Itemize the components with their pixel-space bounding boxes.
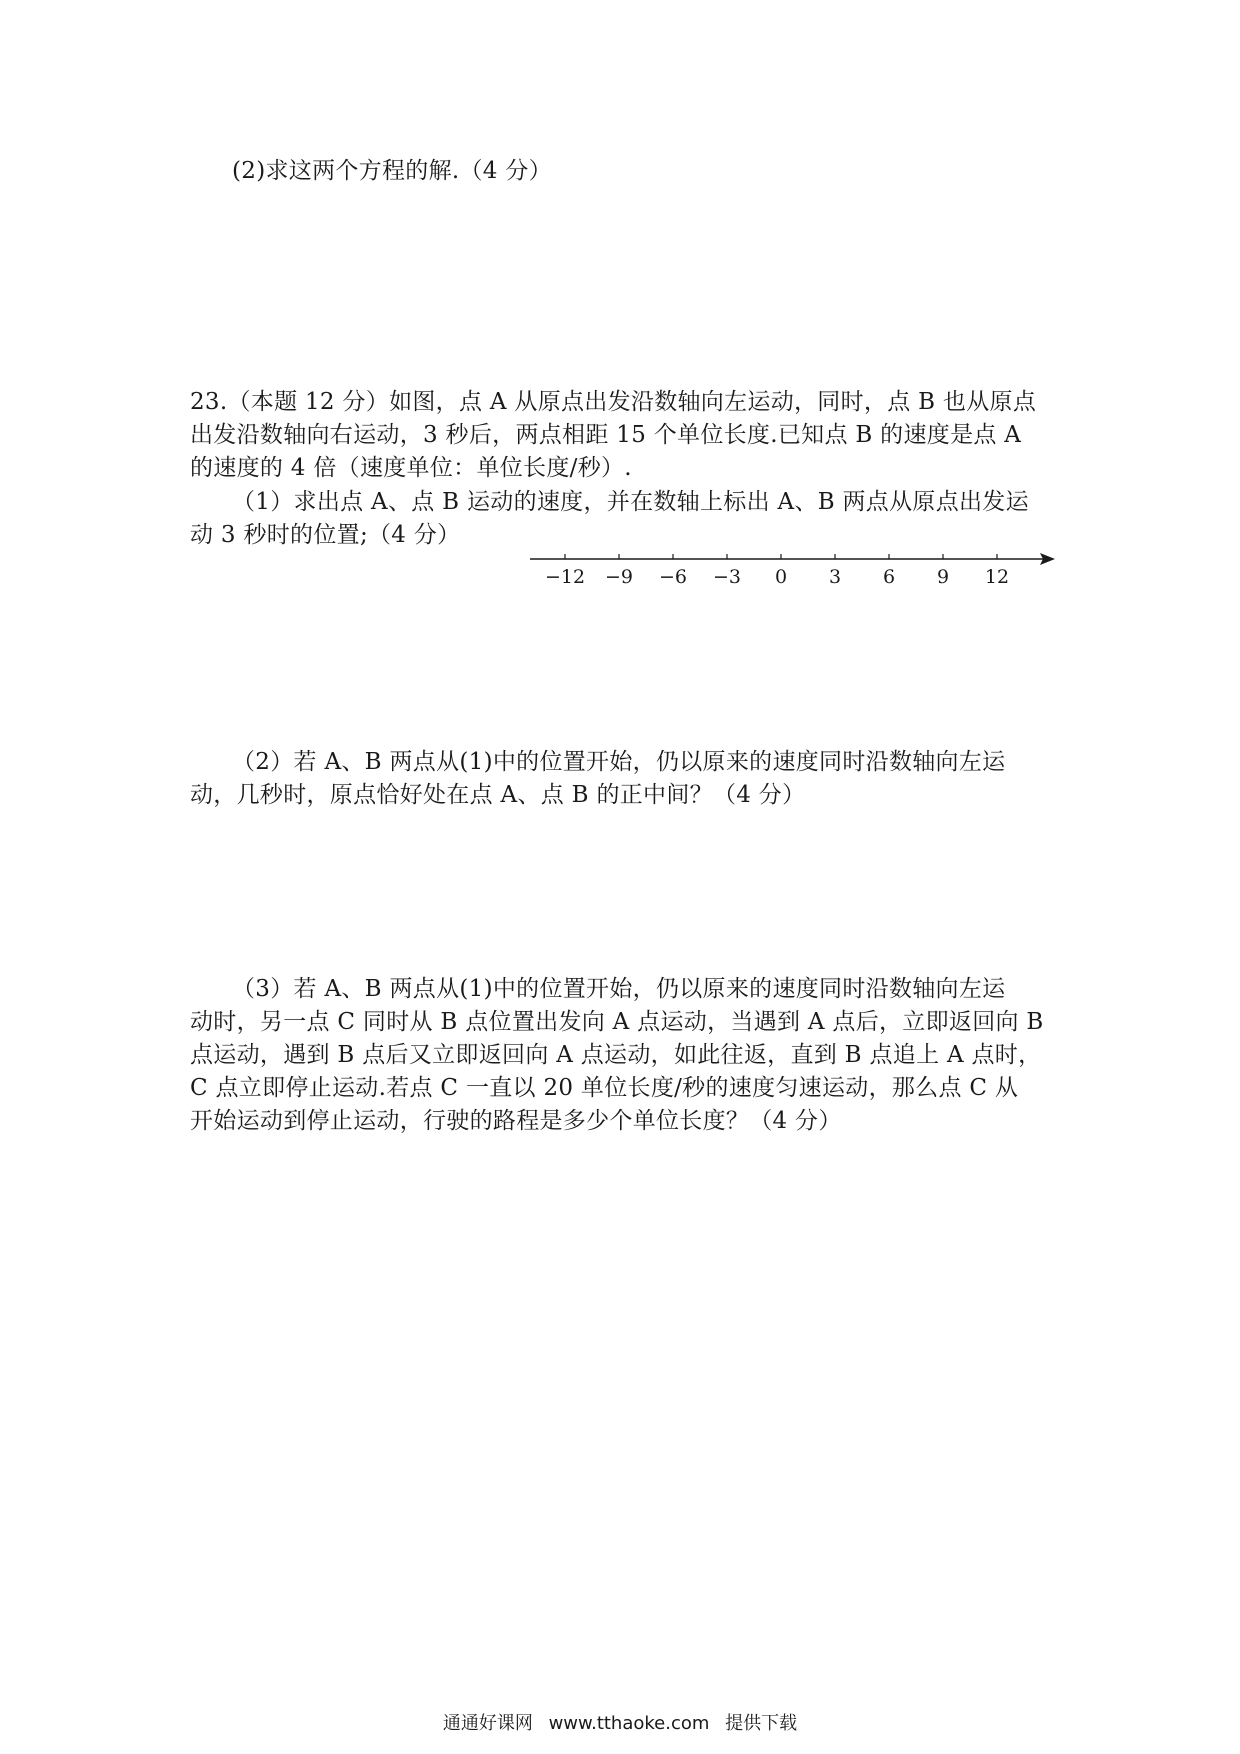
question-23-part3-line-3: 点运动，遇到 B 点后又立即返回向 A 点运动，如此往返，直到 B 点追上 A 点时， <box>190 1042 1042 1068</box>
question-23-part2-line-2: 动，几秒时，原点恰好处在点 A、点 B 的正中间？（4 分） <box>190 782 806 808</box>
number-line-tick-label: −9 <box>604 566 634 588</box>
question-23-part3-line-5: 开始运动到停止运动，行驶的路程是多少个单位长度？（4 分） <box>190 1108 842 1134</box>
number-line-tick-label: −3 <box>712 566 742 588</box>
question-23-part3-line-2: 动时，另一点 C 同时从 B 点位置出发向 A 点运动，当遇到 A 点后，立即返回向 B <box>190 1009 1044 1035</box>
number-line-tick-label: −6 <box>658 566 688 588</box>
page-footer <box>0 1709 1240 1735</box>
question-23-part3-line-1: （3）若 A、B 两点从(1)中的位置开始，仍以原来的速度同时沿数轴向左运 <box>232 976 1006 1002</box>
question-23-part2-line-1: （2）若 A、B 两点从(1)中的位置开始，仍以原来的速度同时沿数轴向左运 <box>232 749 1006 775</box>
number-line-tick-label: 6 <box>882 566 896 588</box>
question-23-intro-line-2: 出发沿数轴向右运动，3 秒后，两点相距 15 个单位长度.已知点 B 的速度是点 A <box>190 422 1022 448</box>
footer-site-name: 通通好课网 <box>442 1713 533 1734</box>
number-line-tick-label: −12 <box>544 566 586 588</box>
number-line-tick-label: 3 <box>828 566 842 588</box>
question-22-part2: (2)求这两个方程的解.（4 分） <box>232 158 552 184</box>
number-line-svg <box>520 545 1060 595</box>
question-23-intro-line-1: 23.（本题 12 分）如图，点 A 从原点出发沿数轴向左运动，同时，点 B 也从原点 <box>190 389 1037 415</box>
question-23-part3-line-4: C 点立即停止运动.若点 C 一直以 20 单位长度/秒的速度匀速运动，那么点 C 从 <box>190 1075 1019 1101</box>
footer-url[interactable]: www.tthaoke.com <box>548 1713 710 1734</box>
number-line-tick-label: 9 <box>936 566 950 588</box>
question-23-part1-line-1: （1）求出点 A、点 B 运动的速度，并在数轴上标出 A、B 两点从原点出发运 <box>232 489 1029 515</box>
footer-note: 提供下载 <box>725 1713 798 1734</box>
question-23-part1-line-2: 动 3 秒时的位置;（4 分） <box>190 522 461 548</box>
number-line-tick-label: 12 <box>984 566 1010 588</box>
number-line-tick-label: 0 <box>774 566 788 588</box>
number-line <box>520 545 1060 595</box>
question-23-intro-line-3: 的速度的 4 倍（速度单位：单位长度/秒）. <box>190 455 632 481</box>
